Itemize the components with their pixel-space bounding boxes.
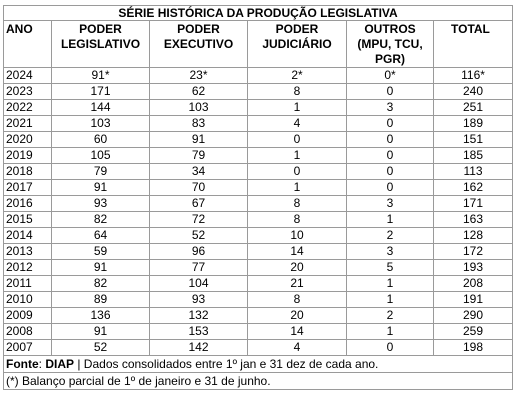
cell-judiciario: 14: [248, 244, 347, 260]
cell-executivo: 62: [150, 84, 248, 100]
cell-total: 193: [434, 260, 513, 276]
cell-executivo: 91: [150, 132, 248, 148]
cell-legislativo: 89: [52, 292, 150, 308]
table-row: [4, 100, 513, 116]
table-footer: [4, 356, 513, 390]
cell-total: 116*: [434, 68, 513, 84]
cell-executivo: 67: [150, 196, 248, 212]
cell-judiciario: 20: [248, 260, 347, 276]
cell-total: 172: [434, 244, 513, 260]
cell-ano: 2016: [4, 196, 52, 212]
cell-executivo: 23*: [150, 68, 248, 84]
cell-executivo: 52: [150, 228, 248, 244]
table-row: [4, 148, 513, 164]
cell-judiciario: 0: [248, 132, 347, 148]
header-total: TOTAL: [434, 21, 513, 68]
table-row: [4, 340, 513, 356]
cell-total: 259: [434, 324, 513, 340]
cell-ano: 2008: [4, 324, 52, 340]
cell-judiciario: 4: [248, 340, 347, 356]
cell-outros: 0: [347, 116, 434, 132]
cell-total: 189: [434, 116, 513, 132]
table-row: [4, 180, 513, 196]
cell-executivo: 132: [150, 308, 248, 324]
cell-executivo: 93: [150, 292, 248, 308]
cell-total: 162: [434, 180, 513, 196]
cell-outros: 5: [347, 260, 434, 276]
cell-legislativo: 91: [52, 180, 150, 196]
cell-judiciario: 0: [248, 164, 347, 180]
cell-ano: 2011: [4, 276, 52, 292]
cell-legislativo: 79: [52, 164, 150, 180]
cell-ano: 2018: [4, 164, 52, 180]
legislative-table-frame: [3, 5, 512, 390]
cell-judiciario: 8: [248, 196, 347, 212]
cell-outros: 0: [347, 340, 434, 356]
cell-total: 208: [434, 276, 513, 292]
cell-outros: 3: [347, 196, 434, 212]
cell-outros: 1: [347, 292, 434, 308]
cell-legislativo: 64: [52, 228, 150, 244]
cell-legislativo: 93: [52, 196, 150, 212]
table-row: [4, 324, 513, 340]
header-judiciario: PODER JUDICIÁRIO: [248, 21, 347, 68]
cell-total: 128: [434, 228, 513, 244]
cell-ano: 2021: [4, 116, 52, 132]
cell-ano: 2012: [4, 260, 52, 276]
cell-outros: 0: [347, 180, 434, 196]
cell-legislativo: 82: [52, 212, 150, 228]
cell-total: 240: [434, 84, 513, 100]
cell-total: 163: [434, 212, 513, 228]
cell-outros: 1: [347, 324, 434, 340]
table-row: [4, 244, 513, 260]
table-row: [4, 212, 513, 228]
cell-executivo: 77: [150, 260, 248, 276]
cell-executivo: 142: [150, 340, 248, 356]
cell-total: 198: [434, 340, 513, 356]
cell-judiciario: 21: [248, 276, 347, 292]
cell-ano: 2013: [4, 244, 52, 260]
cell-judiciario: 1: [248, 148, 347, 164]
cell-total: 151: [434, 132, 513, 148]
table-row: [4, 308, 513, 324]
cell-executivo: 153: [150, 324, 248, 340]
cell-outros: 2: [347, 228, 434, 244]
cell-ano: 2019: [4, 148, 52, 164]
cell-outros: 1: [347, 212, 434, 228]
cell-legislativo: 103: [52, 116, 150, 132]
table-row: [4, 276, 513, 292]
cell-executivo: 96: [150, 244, 248, 260]
cell-ano: 2014: [4, 228, 52, 244]
cell-judiciario: 1: [248, 100, 347, 116]
table-row: [4, 292, 513, 308]
cell-executivo: 104: [150, 276, 248, 292]
header-outros: OUTROS (MPU, TCU, PGR): [347, 21, 434, 68]
cell-total: 185: [434, 148, 513, 164]
cell-judiciario: 8: [248, 212, 347, 228]
partial-note: (*) Balanço parcial de 1º de janeiro e 31 de junho.: [4, 373, 513, 390]
cell-ano: 2020: [4, 132, 52, 148]
cell-ano: 2010: [4, 292, 52, 308]
table-row: [4, 196, 513, 212]
cell-judiciario: 4: [248, 116, 347, 132]
cell-total: 171: [434, 196, 513, 212]
cell-legislativo: 91: [52, 324, 150, 340]
table-row: [4, 68, 513, 84]
legislative-production-table: [3, 5, 513, 390]
cell-total: 191: [434, 292, 513, 308]
cell-legislativo: 144: [52, 100, 150, 116]
cell-judiciario: 1: [248, 180, 347, 196]
source-note: Fonte: DIAP | Dados consolidados entre 1º jan e 31 dez de cada ano.: [4, 356, 513, 373]
table-row: [4, 132, 513, 148]
cell-legislativo: 136: [52, 308, 150, 324]
cell-legislativo: 60: [52, 132, 150, 148]
cell-outros: 2: [347, 308, 434, 324]
cell-legislativo: 91*: [52, 68, 150, 84]
table-body: [4, 68, 513, 356]
table-row: [4, 260, 513, 276]
cell-ano: 2017: [4, 180, 52, 196]
cell-executivo: 83: [150, 116, 248, 132]
cell-legislativo: 171: [52, 84, 150, 100]
cell-executivo: 103: [150, 100, 248, 116]
header-ano: ANO: [4, 21, 52, 68]
cell-ano: 2009: [4, 308, 52, 324]
cell-judiciario: 14: [248, 324, 347, 340]
cell-outros: 0: [347, 84, 434, 100]
cell-total: 113: [434, 164, 513, 180]
cell-ano: 2023: [4, 84, 52, 100]
header-executivo: PODER EXECUTIVO: [150, 21, 248, 68]
table-row: [4, 84, 513, 100]
cell-outros: 3: [347, 100, 434, 116]
cell-executivo: 34: [150, 164, 248, 180]
cell-total: 290: [434, 308, 513, 324]
cell-ano: 2022: [4, 100, 52, 116]
table-title: SÉRIE HISTÓRICA DA PRODUÇÃO LEGISLATIVA: [4, 6, 513, 21]
table-row: [4, 164, 513, 180]
cell-total: 251: [434, 100, 513, 116]
cell-legislativo: 91: [52, 260, 150, 276]
cell-legislativo: 82: [52, 276, 150, 292]
cell-ano: 2007: [4, 340, 52, 356]
cell-outros: 1: [347, 276, 434, 292]
cell-outros: 0: [347, 148, 434, 164]
cell-outros: 3: [347, 244, 434, 260]
cell-outros: 0: [347, 132, 434, 148]
cell-judiciario: 8: [248, 84, 347, 100]
header-legislativo: PODER LEGISLATIVO: [52, 21, 150, 68]
cell-judiciario: 2*: [248, 68, 347, 84]
cell-legislativo: 105: [52, 148, 150, 164]
cell-legislativo: 59: [52, 244, 150, 260]
table-row: [4, 116, 513, 132]
table-row: [4, 228, 513, 244]
cell-executivo: 72: [150, 212, 248, 228]
cell-judiciario: 10: [248, 228, 347, 244]
cell-ano: 2024: [4, 68, 52, 84]
cell-executivo: 79: [150, 148, 248, 164]
cell-legislativo: 52: [52, 340, 150, 356]
cell-ano: 2015: [4, 212, 52, 228]
header-row: [4, 21, 513, 68]
cell-judiciario: 8: [248, 292, 347, 308]
cell-outros: 0*: [347, 68, 434, 84]
cell-executivo: 70: [150, 180, 248, 196]
cell-outros: 0: [347, 164, 434, 180]
cell-judiciario: 20: [248, 308, 347, 324]
